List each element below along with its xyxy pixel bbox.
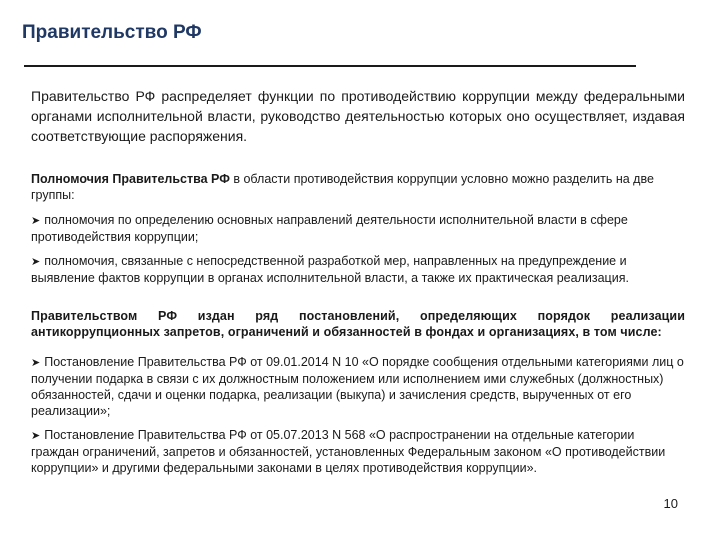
list-item-text: Постановление Правительства РФ от 05.07.2013 N 568 «О распространении на отдельные категории граждан ограничений, запретов и обязанностей, установленных Федеральным законом «О противодействии коррупции» и другими федеральными законами в целях противодействия коррупции». [31,428,666,475]
arrowhead-bullet-icon: ➤ [31,356,41,369]
list-item [31,212,685,245]
list-item [31,253,685,286]
arrowhead-bullet-icon: ➤ [31,214,41,227]
powers-lead-text: в области противодействия коррупции условно можно разделить на две группы: [31,172,654,202]
powers-lead-bold: Полномочия Правительства РФ [31,172,230,186]
list-item-text: Постановление Правительства РФ от 09.01.2014 N 10 «О порядке сообщения отдельными категориями лиц о получении подарка в связи с их должностным положением или исполнением ими служебных (должностных) обязанностей, сдачи и оценки подарка, реализации (выкупа) и зачисления средств, вырученных от его реализации»; [31,355,684,418]
list-item-text: полномочия, связанные с непосредственной разработкой мер, направленных на предупреждение и выявление фактов коррупции в органах исполнительной власти, а также их практическая реализация. [31,254,629,285]
title-divider [24,65,636,67]
intro-paragraph: Правительство РФ распределяет функции по противодействию коррупции между федеральными органами исполнительной власти, руководство деятельностью которых оно осуществляет, издавая соответствующие распоряжения. [31,88,685,144]
list-item-text: полномочия по определению основных направлений деятельности исполнительной власти в сфере противодействия коррупции; [31,213,628,244]
list-item [31,354,685,419]
decrees-lead-paragraph: Правительством РФ издан ряд постановлений, определяющих порядок реализации антикоррупционных запретов, ограничений и обязанностей в фондах и организациях, в том числе: [31,309,685,339]
arrowhead-bullet-icon: ➤ [31,255,41,268]
page-title: Правительство РФ [22,22,202,43]
arrowhead-bullet-icon: ➤ [31,429,41,442]
list-item [31,427,685,476]
powers-lead-paragraph [31,171,685,203]
page-number: 10 [663,496,678,511]
